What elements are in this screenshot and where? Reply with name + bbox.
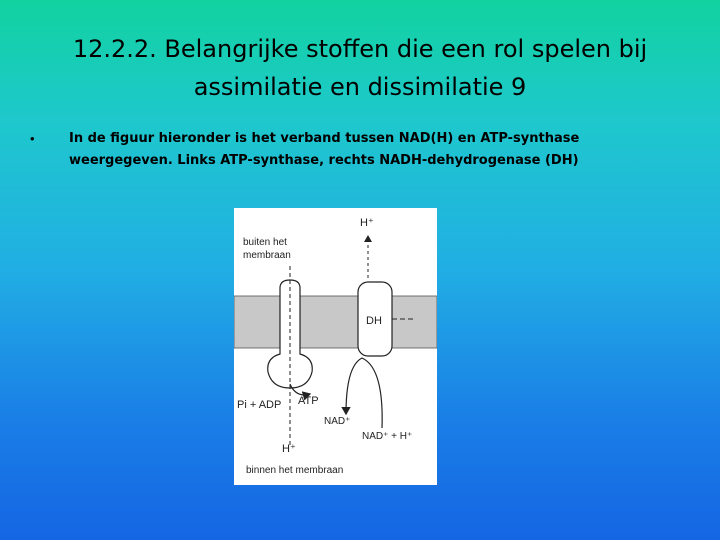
membrane-diagram [234,208,437,485]
membrane-figure [234,208,437,485]
label-atp: ATP [298,395,319,407]
label-nad-h: NAD⁺ + H⁺ [362,431,413,442]
label-pi-adp: Pi + ADP [237,399,282,411]
bullet-marker: • [30,131,35,146]
label-outside-1: buiten het [243,237,287,248]
label-dh: DH [366,315,382,327]
bullet-text: In de figuur hieronder is het verband tussen NAD(H) en ATP-synthase weergegeven. Links ATP-synthase, rechts NADH-dehydrogenase (DH) [69,131,580,168]
nadh-arrow [346,358,382,428]
label-h-top: H⁺ [360,217,374,229]
label-inside: binnen het membraan [246,465,344,476]
membrane-band [234,296,437,348]
label-outside-2: membraan [243,250,291,261]
label-nad: NAD⁺ [324,416,351,427]
label-h-bottom: H⁺ [282,443,296,455]
slide-title: 12.2.2. Belangrijke stoffen die een rol spelen bij assimilatie en dissimilatie 9 [72,35,648,101]
